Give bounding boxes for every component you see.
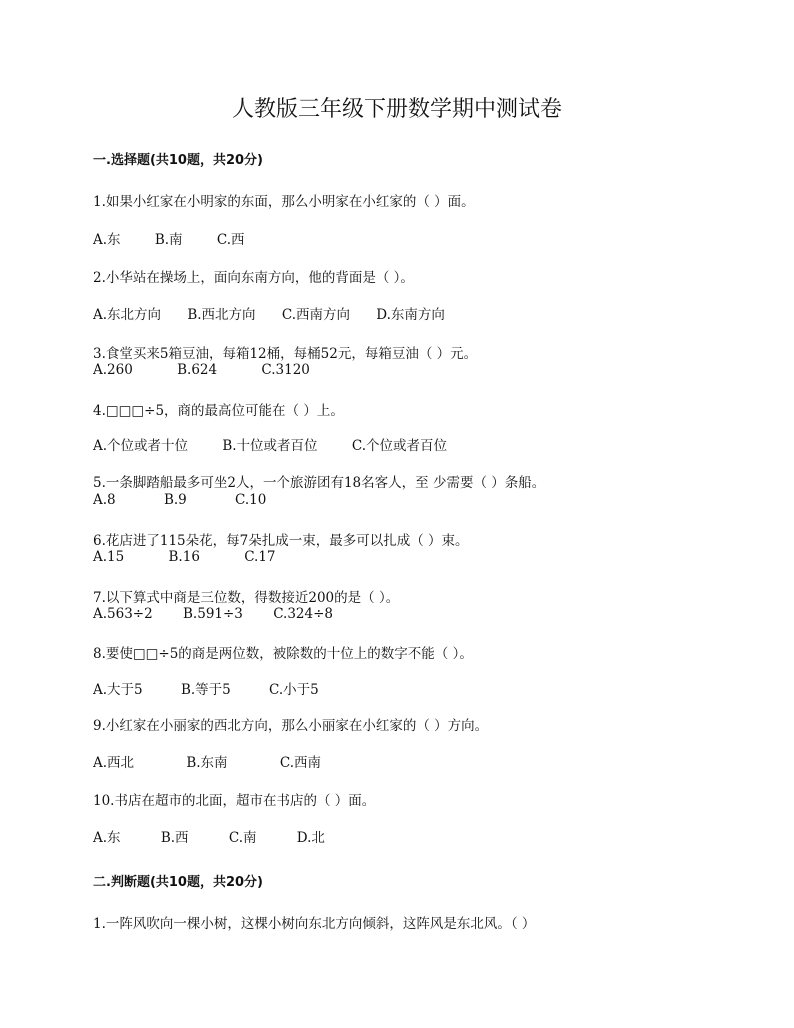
question-options [93,362,332,378]
question-stem: 3.食堂买来5箱豆油，每箱12桶，每桶52元，每箱豆油（ ）元。 [93,346,478,362]
option-c: C.南 [228,830,257,846]
question-stem: 9.小红家在小丽家的西北方向，那么小丽家在小红家的（ ）方向。 [93,718,489,734]
question-stem: 2.小华站在操场上，面向东南方向，他的背面是（ ）。 [93,270,414,286]
option-d: D.北 [296,830,325,846]
option-c: C.17 [244,549,276,565]
question-options [93,826,347,846]
question-options [93,549,298,565]
option-a: A.东 [93,830,121,846]
question-stem: 10.书店在超市的北面，超市在书店的（ ）面。 [93,793,376,809]
question-options [93,228,267,248]
question-stem: 1.如果小红家在小明家的东面，那么小明家在小红家的（ ）面。 [93,194,475,210]
option-c: C.个位或者百位 [351,438,447,454]
option-b: B.西北方向 [187,307,256,323]
question-stem: 1.一阵风吹向一棵小树，这棵小树向东北方向倾斜，这阵风是东北风。（ ） [93,916,536,932]
option-a: A.西北 [93,755,135,771]
section-heading-judgment: 二.判断题(共10题，共20分) [93,875,264,890]
option-b: B.东南 [186,755,228,771]
option-b: B.西 [160,830,189,846]
option-b: B.十位或者百位 [222,438,318,454]
question-options [93,606,355,622]
question-stem: 7.以下算式中商是三位数，得数接近200的是（ ）。 [93,590,400,606]
option-b: B.624 [177,362,218,378]
option-a: A.8 [93,492,116,508]
question-options [93,303,467,323]
option-c: C.10 [235,492,267,508]
option-c: C.西南方向 [281,307,350,323]
option-a: A.大于5 [93,682,143,698]
option-a: A.个位或者十位 [93,438,189,454]
option-b: B.591÷3 [183,606,243,622]
option-a: A.563÷2 [93,606,153,622]
option-a: A.260 [93,362,133,378]
question-options [93,678,341,698]
option-a: A.东北方向 [93,307,162,323]
option-c: C.324÷8 [273,606,334,622]
option-c: C.西 [216,232,245,248]
option-c: C.西南 [279,755,321,771]
option-b: B.南 [154,232,183,248]
question-options [93,492,288,508]
question-options [93,434,469,454]
page-title: 人教版三年级下册数学期中测试卷 [231,97,562,122]
question-stem: 4.□□□÷5，商的最高位可能在（ ）上。 [93,403,344,419]
section-heading-choice: 一.选择题(共10题，共20分) [93,153,264,168]
option-a: A.东 [93,232,121,248]
question-stem: 6.花店进了115朵花，每7朵扎成一束，最多可以扎成（ ）束。 [93,533,469,549]
option-b: B.等于5 [180,682,231,698]
question-options [93,751,343,771]
option-d: D.东南方向 [376,307,445,323]
option-c: C.3120 [261,362,310,378]
option-b: B.16 [168,549,200,565]
option-b: B.9 [163,492,187,508]
question-stem: 5.一条脚踏船最多可坐2人，一个旅游团有18名客人，至 少需要（ ）条船。 [93,475,546,491]
question-stem: 8.要使□□÷5的商是两位数，被除数的十位上的数字不能（ ）。 [93,646,473,662]
option-c: C.小于5 [269,682,319,698]
option-a: A.15 [93,549,125,565]
